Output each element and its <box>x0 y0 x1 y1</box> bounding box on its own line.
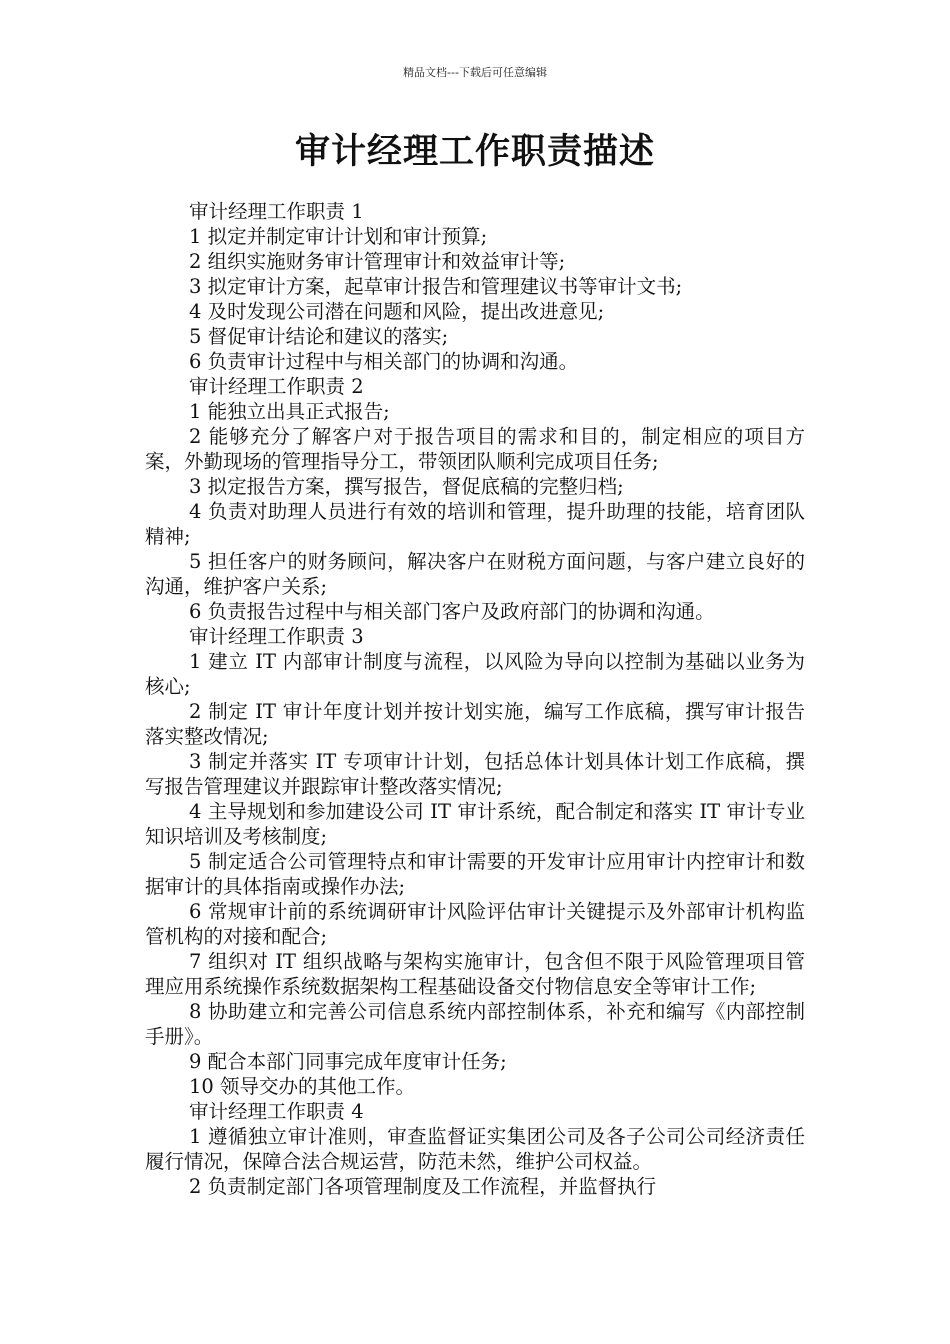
duty-item: 5 督促审计结论和建议的落实; <box>189 325 449 348</box>
duty-item: 7 组织对 IT 组织战略与架构实施审计，包含但不限于风险管理项目管理应用系统操作系统数据架构工程基础设备交付物信息安全等审计工作; <box>145 950 805 998</box>
document-title: 审计经理工作职责描述 <box>294 132 655 172</box>
duty-item: 6 负责审计过程中与相关部门的协调和沟通。 <box>189 350 579 373</box>
duty-item: 2 组织实施财务审计管理审计和效益审计等; <box>189 250 566 273</box>
duty-item: 3 拟定报告方案，撰写报告，督促底稿的完整归档; <box>189 475 624 498</box>
duty-item: 6 负责报告过程中与相关部门客户及政府部门的协调和沟通。 <box>189 600 715 623</box>
duty-item: 5 担任客户的财务顾问，解决客户在财税方面问题，与客户建立良好的沟通，维护客户关系; <box>145 550 805 598</box>
duty-item: 2 制定 IT 审计年度计划并按计划实施，编写工作底稿，撰写审计报告落实整改情况; <box>145 700 805 748</box>
duty-item: 6 常规审计前的系统调研审计风险评估审计关键提示及外部审计机构监管机构的对接和配合; <box>145 900 805 948</box>
duty-item: 5 制定适合公司管理特点和审计需要的开发审计应用审计内控审计和数据审计的具体指南或操作办法; <box>145 850 805 898</box>
duty-item: 8 协助建立和完善公司信息系统内部控制体系，补充和编写《内部控制手册》。 <box>145 1000 805 1048</box>
page-header: 精品文档---下载后可任意编辑 <box>403 66 547 79</box>
section-heading-1: 审计经理工作职责 1 <box>189 200 364 223</box>
section-heading-4: 审计经理工作职责 4 <box>189 1100 364 1123</box>
duty-item: 10 领导交办的其他工作。 <box>189 1075 416 1098</box>
section-heading-2: 审计经理工作职责 2 <box>189 375 364 398</box>
duty-item: 4 主导规划和参加建设公司 IT 审计系统，配合制定和落实 IT 审计专业知识培训及考核制度; <box>145 800 805 848</box>
duty-item: 1 建立 IT 内部审计制度与流程，以风险为导向以控制为基础以业务为核心; <box>145 650 805 698</box>
duty-item: 1 遵循独立审计准则，审查监督证实集团公司及各子公司公司经济责任履行情况，保障合法合规运营，防范未然，维护公司权益。 <box>145 1125 805 1173</box>
document-body <box>145 199 805 1199</box>
duty-item: 3 制定并落实 IT 专项审计计划，包括总体计划具体计划工作底稿，撰写报告管理建议并跟踪审计整改落实情况; <box>145 750 805 798</box>
duty-item: 1 拟定并制定审计计划和审计预算; <box>189 225 488 248</box>
duty-item: 4 负责对助理人员进行有效的培训和管理，提升助理的技能，培育团队精神; <box>145 500 805 548</box>
duty-item: 2 负责制定部门各项管理制度及工作流程，并监督执行 <box>189 1175 657 1198</box>
duty-item: 4 及时发现公司潜在问题和风险，提出改进意见; <box>189 300 605 323</box>
section-heading-3: 审计经理工作职责 3 <box>189 625 364 648</box>
duty-item: 1 能独立出具正式报告; <box>189 400 390 423</box>
duty-item: 9 配合本部门同事完成年度审计任务; <box>189 1050 507 1073</box>
duty-item: 2 能够充分了解客户对于报告项目的需求和目的，制定相应的项目方案，外勤现场的管理指导分工，带领团队顺利完成项目任务; <box>145 425 805 473</box>
duty-item: 3 拟定审计方案，起草审计报告和管理建议书等审计文书; <box>189 275 683 298</box>
